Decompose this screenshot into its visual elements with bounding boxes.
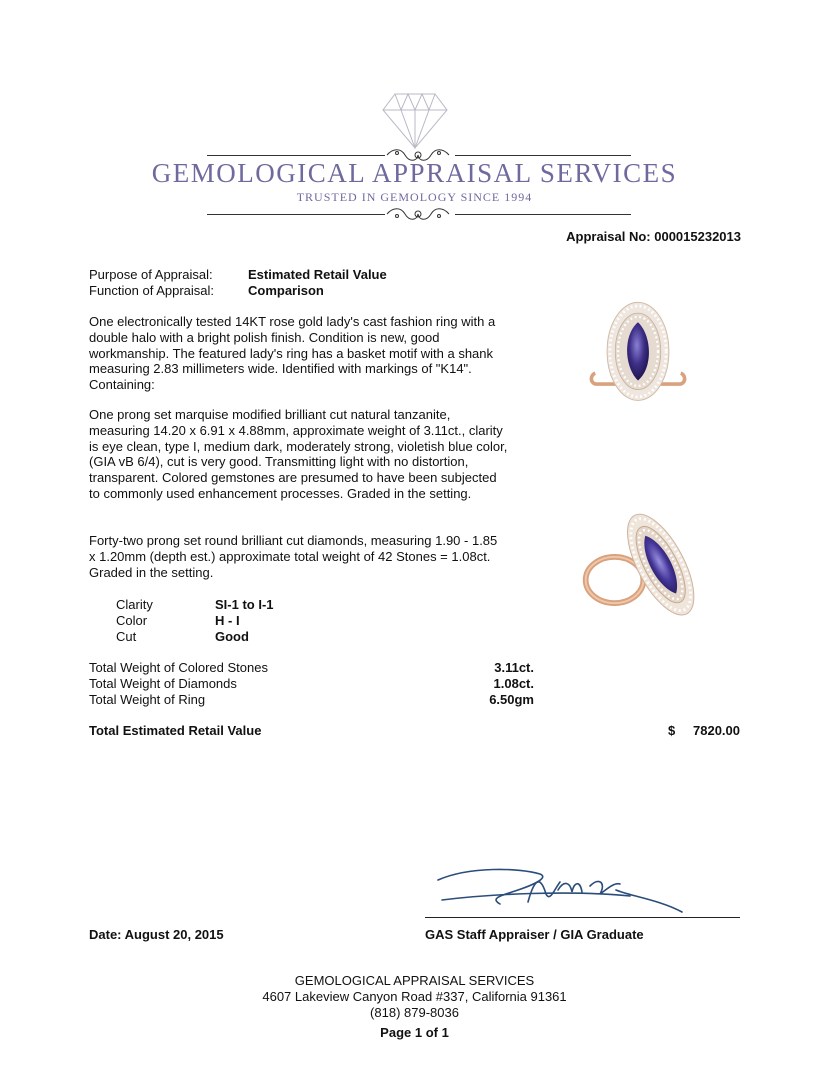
grading-label-cut: Cut: [116, 629, 137, 644]
center-stone-description: One prong set marquise modified brilliant cut natural tanzanite, measuring 14.20 x 6.91 x 4.88mm, approximate weight of 3.11ct., clarity is eye clean, type I, medium dark, moderately strong, violetish blue color, (GIA vB 6/4), cut is very good. Transmitting light with no distortion, transparent. Colored gemstones are presumed to have been subjected to commonly used enhancement processes. Graded in the setting.: [89, 407, 508, 501]
appraiser-signature: [430, 860, 690, 920]
signature-line: [425, 917, 740, 918]
header-rule-bottom-right: [455, 214, 631, 215]
total-value-ring: 6.50gm: [489, 692, 534, 707]
flourish-ornament-bottom-icon: [383, 205, 453, 223]
header-rule-bottom-left: [207, 214, 385, 215]
total-label-diamonds: Total Weight of Diamonds: [89, 676, 237, 691]
ring-photo-front: [588, 295, 688, 415]
retail-currency: $: [668, 723, 676, 738]
appraisal-date: Date: August 20, 2015: [89, 927, 224, 942]
retail-value-label: Total Estimated Retail Value: [89, 723, 262, 738]
diamond-logo-icon: [381, 92, 449, 150]
grading-value-clarity: SI-1 to I-1: [215, 597, 274, 612]
retail-amount: 7820.00: [693, 723, 740, 738]
diamonds-description: Forty-two prong set round brilliant cut diamonds, measuring 1.90 - 1.85 x 1.20mm (depth est.) approximate total weight of 42 Stones = 1.08ct. Graded in the setting.: [89, 533, 498, 580]
grading-label-color: Color: [116, 613, 148, 628]
purpose-label: Purpose of Appraisal:: [89, 267, 213, 282]
ring-photo-side: [578, 505, 703, 630]
grading-value-cut: Good: [215, 629, 249, 644]
header-rule-top-left: [207, 155, 385, 156]
company-name: GEMOLOGICAL APPRAISAL SERVICES: [151, 158, 678, 188]
company-tagline: TRUSTED IN GEMOLOGY SINCE 1994: [296, 190, 533, 204]
ring-description: One electronically tested 14KT rose gold lady's cast fashion ring with a double halo with a bright polish finish. Condition is new, good workmanship. The featured lady's ring has a basket motif with a shank measuring 2.83 millimeters wide. Identified with markings of "K14". Containing:: [89, 314, 496, 393]
page-number: Page 1 of 1: [380, 1025, 449, 1040]
function-label: Function of Appraisal:: [89, 283, 215, 298]
grading-value-color: H - I: [215, 613, 240, 628]
total-value-diamonds: 1.08ct.: [493, 676, 534, 691]
footer-address: 4607 Lakeview Canyon Road #337, California 91361: [262, 989, 567, 1004]
purpose-value: Estimated Retail Value: [248, 267, 387, 282]
total-value-colored-stones: 3.11ct.: [494, 660, 534, 675]
header-rule-top-right: [455, 155, 631, 156]
total-label-colored-stones: Total Weight of Colored Stones: [89, 660, 268, 675]
footer-phone: (818) 879-8036: [370, 1005, 459, 1020]
appraiser-title: GAS Staff Appraiser / GIA Graduate: [425, 927, 644, 942]
grading-label-clarity: Clarity: [116, 597, 153, 612]
footer-company: GEMOLOGICAL APPRAISAL SERVICES: [294, 973, 535, 988]
total-label-ring: Total Weight of Ring: [89, 692, 206, 707]
function-value: Comparison: [248, 283, 324, 298]
appraisal-number: Appraisal No: 000015232013: [566, 229, 741, 244]
